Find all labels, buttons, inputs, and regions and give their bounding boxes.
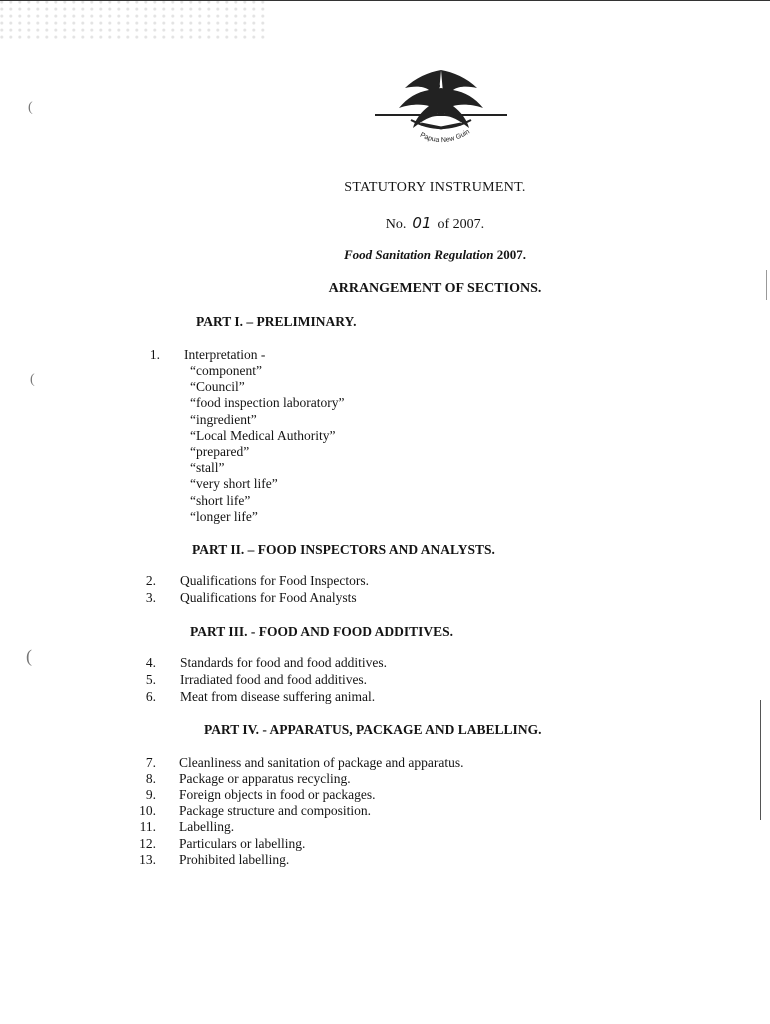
section-title: Qualifications for Food Analysts: [180, 590, 357, 605]
document-title: STATUTORY INSTRUMENT.: [344, 180, 526, 195]
part-heading: PART III. - FOOD AND FOOD ADDITIVES.: [190, 624, 454, 639]
handwritten-number: 01: [412, 214, 432, 232]
definition-term: “stall”: [190, 460, 225, 476]
section-number: 10.: [139, 803, 156, 818]
section-number: 2.: [145, 573, 156, 588]
arrangement-heading: ARRANGEMENT OF SECTIONS.: [328, 281, 542, 296]
section-title: Prohibited labelling.: [179, 852, 290, 867]
section-title: Cleanliness and sanitation of package and apparatus.: [179, 755, 464, 770]
scan-edge-right: [760, 700, 761, 820]
definition-term: “short life”: [190, 492, 251, 508]
section-number: 8.: [145, 771, 156, 786]
section-title: Qualifications for Food Inspectors.: [180, 573, 369, 588]
scan-edge-right: [766, 270, 767, 300]
regulation-year: 2007.: [496, 247, 527, 262]
definition-term: “component”: [190, 363, 262, 378]
instrument-number: [300, 214, 570, 233]
number-prefix: No.: [385, 217, 407, 232]
emblem-text: Papua New Guin: [418, 128, 471, 145]
definition-term: “prepared”: [190, 444, 250, 460]
section-number: 7.: [145, 755, 156, 770]
section-title: Package structure and composition.: [179, 803, 371, 818]
section-title: Particulars or labelling.: [179, 836, 306, 851]
section-title: Labelling.: [179, 819, 235, 834]
section-number: 13.: [139, 852, 156, 867]
section-number: 1.: [149, 347, 160, 362]
definitions-list: [190, 363, 344, 525]
number-suffix: of 2007.: [437, 217, 485, 232]
section-title: Interpretation -: [184, 347, 266, 362]
regulation-title: Food Sanitation Regulation: [343, 247, 494, 262]
part-heading: PART II. – FOOD INSPECTORS AND ANALYSTS.: [192, 542, 495, 557]
definition-term: “Local Medical Authority”: [190, 427, 336, 443]
scan-speck: (: [30, 372, 35, 387]
section-title: Foreign objects in food or packages.: [179, 787, 376, 802]
part-heading: PART I. – PRELIMINARY.: [196, 314, 357, 329]
section-number: 6.: [145, 689, 156, 704]
definition-term: “longer life”: [190, 508, 258, 524]
section-number: 3.: [145, 590, 156, 605]
section-title: Irradiated food and food additives.: [180, 672, 368, 687]
section-number: 5.: [145, 672, 156, 687]
scan-speck: (: [28, 100, 33, 115]
section-number: 11.: [139, 819, 156, 834]
section-title: Meat from disease suffering animal.: [180, 689, 376, 704]
section-title: Package or apparatus recycling.: [179, 771, 351, 786]
definition-term: “Council”: [190, 379, 245, 395]
section-number: 9.: [145, 787, 156, 802]
regulation-name: [280, 247, 590, 263]
section-title: Standards for food and food additives.: [180, 655, 387, 670]
section-number: 12.: [139, 836, 156, 851]
definition-term: “food inspection laboratory”: [190, 395, 345, 411]
scan-noise: [0, 0, 270, 40]
scan-speck: (: [26, 646, 32, 666]
definition-term: “very short life”: [190, 476, 278, 492]
part-heading: PART IV. - APPARATUS, PACKAGE AND LABELLING.: [204, 722, 542, 737]
png-emblem-icon: [371, 62, 511, 154]
definition-term: “ingredient”: [190, 411, 257, 427]
section-number: 4.: [145, 655, 156, 670]
